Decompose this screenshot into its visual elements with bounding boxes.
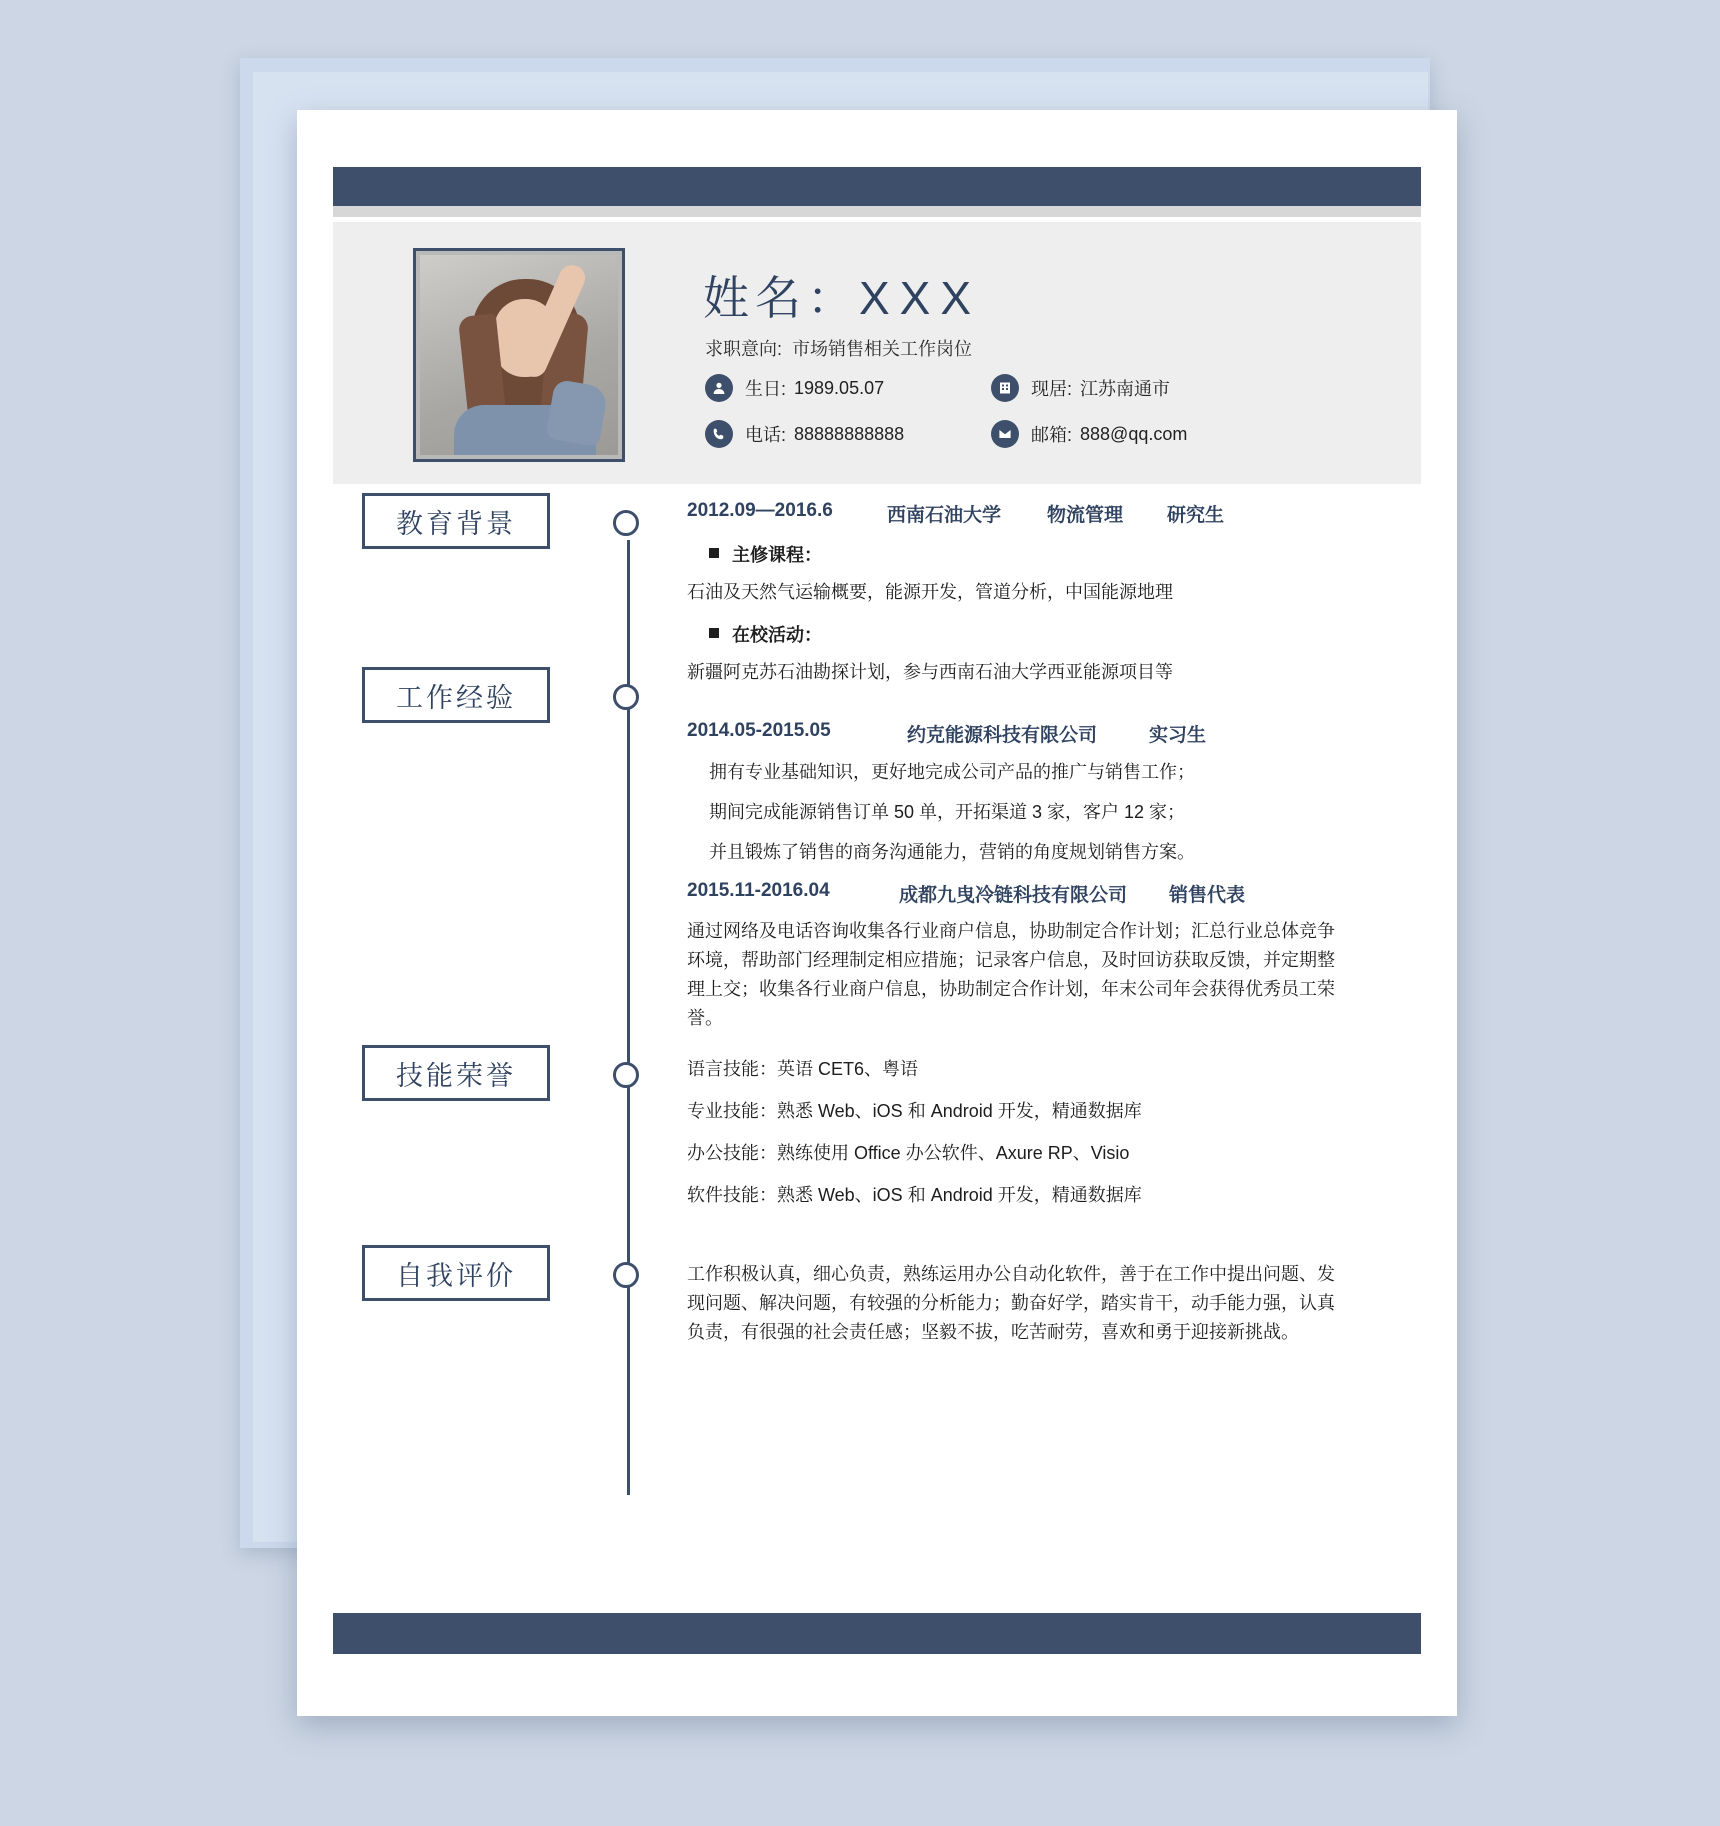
skill-software: 软件技能：熟悉 Web、iOS 和 Android 开发，精通数据库 xyxy=(687,1185,1142,1205)
phone-icon xyxy=(705,420,733,448)
job-objective-label: 求职意向: xyxy=(705,339,783,359)
education-major: 物流管理 xyxy=(1047,505,1124,526)
job1-heading xyxy=(687,720,1337,747)
education-bullet-courses: 主修课程： xyxy=(687,541,1337,567)
timeline-dot-experience xyxy=(613,684,639,710)
section-label-skills: 技能荣誉 xyxy=(362,1045,550,1101)
resume-page xyxy=(297,110,1457,1716)
education-courses-body: 石油及天然气运输概要，能源开发，管道分析，中国能源地理 xyxy=(687,582,1173,602)
contact-location xyxy=(991,374,1170,402)
contact-row xyxy=(705,374,1365,402)
contact-phone xyxy=(705,420,991,448)
job-objective-value: 市场销售相关工作岗位 xyxy=(792,339,973,359)
job2-role: 销售代表 xyxy=(1169,885,1246,906)
job-objective xyxy=(705,335,972,361)
job1-line-1: 拥有专业基础知识，更好地完成公司产品的推广与销售工作； xyxy=(709,762,1195,782)
education-content xyxy=(687,500,1337,687)
contact-birthday-label: 生日: xyxy=(745,379,787,399)
section-label-self: 自我评价 xyxy=(362,1245,550,1301)
timeline-dot-self xyxy=(613,1262,639,1288)
timeline-dot-education xyxy=(613,510,639,536)
job2-heading xyxy=(687,880,1337,907)
self-evaluation-content xyxy=(687,1250,1337,1347)
education-degree: 研究生 xyxy=(1167,505,1225,526)
education-heading xyxy=(687,500,1337,527)
experience-job-1 xyxy=(687,720,1337,867)
job1-line-2: 期间完成能源销售订单 50 单，开拓渠道 3 家，客户 12 家； xyxy=(709,801,1186,822)
top-accent-bar-shadow xyxy=(333,206,1421,217)
skill-language: 语言技能：英语 CET6、粤语 xyxy=(687,1059,919,1079)
candidate-name xyxy=(703,262,981,328)
education-date: 2012.09—2016.6 xyxy=(687,500,833,521)
education-bullet-activities: 在校活动： xyxy=(687,621,1337,647)
experience-job-2 xyxy=(687,880,1337,1034)
job1-date: 2014.05-2015.05 xyxy=(687,720,831,741)
job2-date: 2015.11-2016.04 xyxy=(687,880,830,901)
job2-description: 通过网络及电话咨询收集各行业商户信息，协助制定合作计划；汇总行业总体竞争环境，帮助部门经理制定相应措施；记录客户信息，及时回访获取反馈，并定期整理上交；收集各行业商户信息，协助制定合作计划，年末公司年会获得优秀员工荣誉。 xyxy=(687,921,1335,1029)
mail-icon xyxy=(991,420,1019,448)
user-icon xyxy=(705,374,733,402)
profile-photo-frame xyxy=(413,248,625,462)
education-activities-body: 新疆阿克苏石油勘探计划，参与西南石油大学西亚能源项目等 xyxy=(687,661,1173,682)
education-school: 西南石油大学 xyxy=(887,505,1002,526)
contact-location-value: 江苏南通市 xyxy=(1080,379,1171,399)
contact-info xyxy=(705,374,1365,466)
top-accent-bar xyxy=(333,167,1421,206)
contact-location-label: 现居: xyxy=(1031,379,1073,399)
self-evaluation-text: 工作积极认真，细心负责，熟练运用办公自动化软件，善于在工作中提出问题、发现问题、解决问题，有较强的分析能力；勤奋好学，踏实肯干，动手能力强，认真负责，有很强的社会责任感；坚毅不拔，吃苦耐劳，喜欢和勇于迎接新挑战。 xyxy=(687,1264,1335,1343)
job1-role: 实习生 xyxy=(1149,725,1207,746)
contact-email xyxy=(991,420,1187,448)
name-value: XXX xyxy=(859,272,982,324)
skill-office: 办公技能：熟练使用 Office 办公软件、Axure RP、Visio xyxy=(687,1143,1130,1163)
contact-phone-value: 88888888888 xyxy=(794,423,905,444)
section-label-education: 教育背景 xyxy=(362,493,550,549)
photo-sleeve-shape xyxy=(545,379,609,447)
building-icon xyxy=(991,374,1019,402)
contact-email-value: 888@qq.com xyxy=(1080,423,1188,444)
contact-birthday xyxy=(705,374,991,402)
contact-row xyxy=(705,420,1365,448)
bottom-accent-bar xyxy=(333,1613,1421,1654)
skill-professional: 专业技能：熟悉 Web、iOS 和 Android 开发，精通数据库 xyxy=(687,1101,1142,1121)
resume-header xyxy=(333,222,1421,484)
contact-birthday-value: 1989.05.07 xyxy=(794,377,885,398)
job2-company: 成都九曳冷链科技有限公司 xyxy=(899,885,1128,906)
name-label: 姓名： xyxy=(703,272,859,324)
skills-content xyxy=(687,1055,1337,1223)
timeline-dot-skills xyxy=(613,1062,639,1088)
contact-phone-label: 电话: xyxy=(745,425,787,445)
section-label-experience: 工作经验 xyxy=(362,667,550,723)
profile-photo xyxy=(420,255,618,455)
job1-line-3: 并且锻炼了销售的商务沟通能力，营销的角度规划销售方案。 xyxy=(709,841,1195,862)
contact-email-label: 邮箱: xyxy=(1031,425,1073,445)
job1-company: 约克能源科技有限公司 xyxy=(907,725,1098,746)
